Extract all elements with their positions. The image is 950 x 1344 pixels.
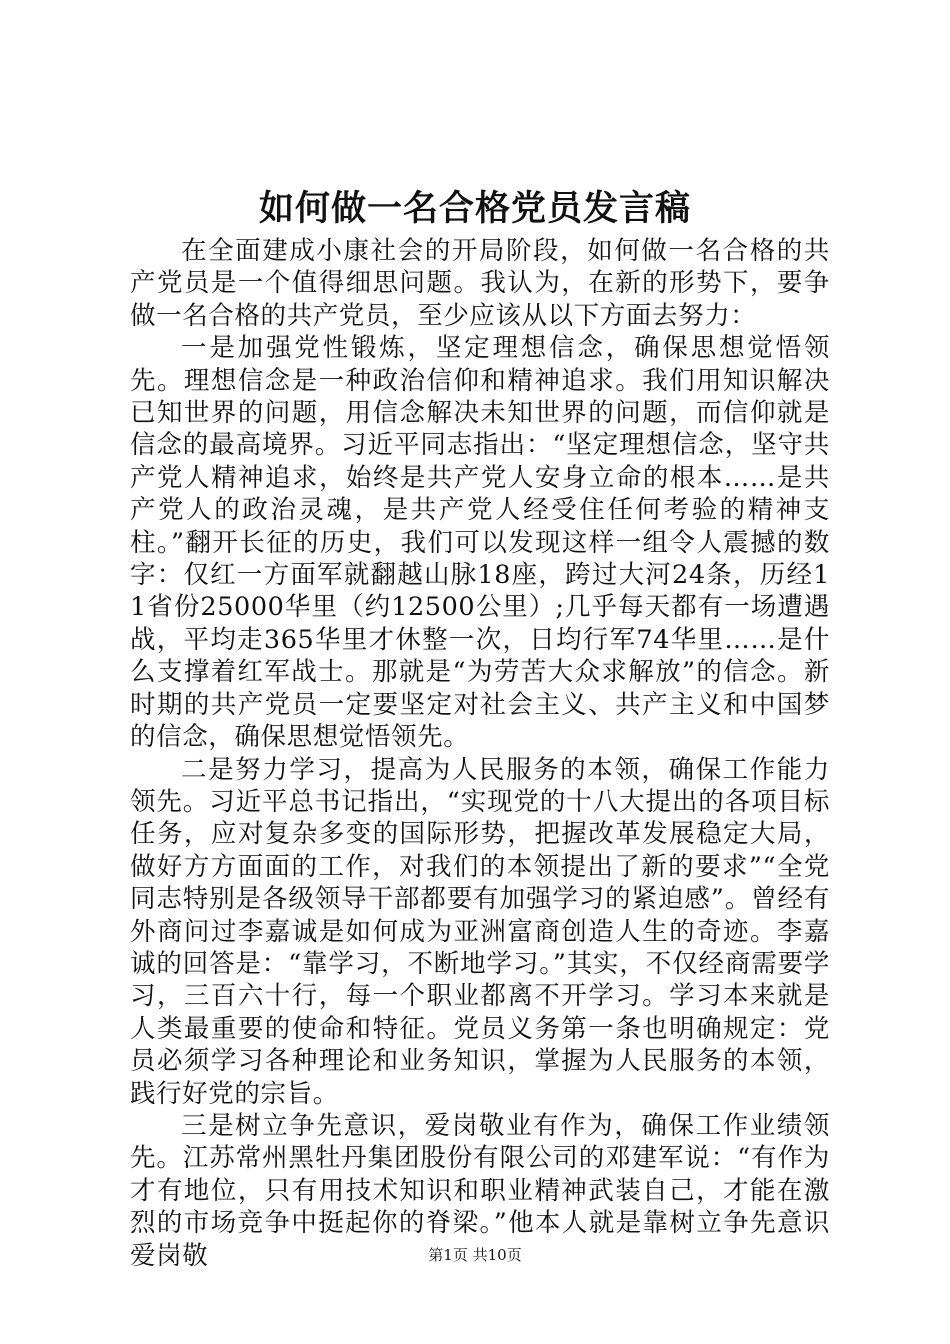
- paragraph-point-two: 二是努力学习，提高为人民服务的本领，确保工作能力领先。习近平总书记指出，“实现党的十八大提出的各项目标任务，应对复杂多变的国际形势，把握改革发展稳定大局，做好方方面面的工作，对我们的本领提出了新的要求”“全党同志特别是各级领导干部都要有加强学习的紧迫感”。曾经有外商问过李嘉诚是如何成为亚洲富商创造人生的奇迹。李嘉诚的回答是：“靠学习，不断地学习。”其实，不仅经商需要学习，三百六十行，每一个职业都离不开学习。学习本来就是人类最重要的使命和特征。党员义务第一条也明确规定：党员必须学习各种理论和业务知识，掌握为人民服务的本领，践行好党的宗旨。: [130, 754, 830, 1109]
- paragraph-point-one: 一是加强党性锻炼，坚定理想信念，确保思想觉悟领先。理想信念是一种政治信仰和精神追求。我们用知识解决已知世界的问题，用信念解决未知世界的问题，而信仰就是信念的最高境界。习近平同志指出：“坚定理想信念，坚守共产党人精神追求，始终是共产党人安身立命的根本……是共产党人的政治灵魂，是共产党人经受住任何考验的精神支柱。”翻开长征的历史，我们可以发现这样一组令人震撼的数字：仅红一方面军就翻越山脉18座，跨过大河24条，历经11省份25000华里（约12500公里）;几乎每天都有一场遭遇战，平均走365华里才休整一次，日均行军74华里……是什么支撑着红军战士。那就是“为劳苦大众求解放”的信念。新时期的共产党员一定要坚定对社会主义、共产主义和中国梦的信念，确保思想觉悟领先。: [130, 333, 830, 753]
- paragraph-point-three: 三是树立争先意识，爱岗敬业有作为，确保工作业绩领先。江苏常州黑牡丹集团股份有限公司的邓建军说：“有作为才有地位，只有用技术知识和职业精神武装自己，才能在激烈的市场竞争中挺起你的脊梁。”他本人就是靠树立争先意识爱岗敬: [130, 1110, 830, 1271]
- paragraph-intro: 在全面建成小康社会的开局阶段，如何做一名合格的共产党员是一个值得细思问题。我认为，在新的形势下，要争做一名合格的共产党员，至少应该从以下方面去努力：: [130, 236, 830, 331]
- document-title: 如何做一名合格党员发言稿: [258, 188, 691, 229]
- document-body: [130, 235, 830, 1272]
- page-number-footer: 第1页 共10页: [428, 1246, 522, 1264]
